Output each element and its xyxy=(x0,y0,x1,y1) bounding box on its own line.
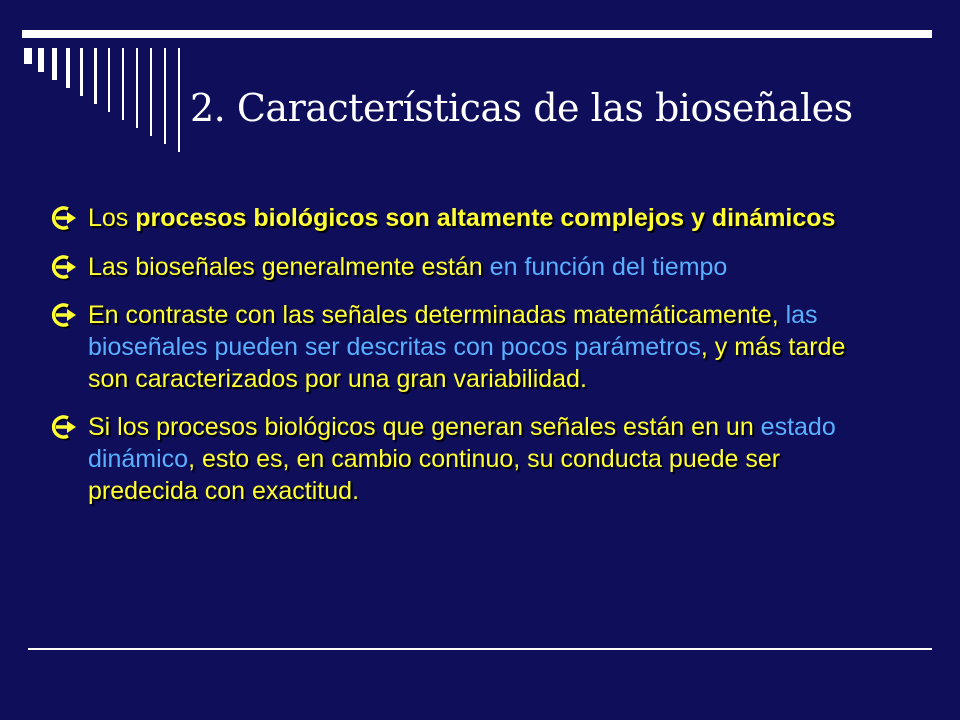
bullet-text xyxy=(88,413,836,505)
decor-bar xyxy=(94,48,97,104)
circle-arrow-icon xyxy=(50,301,78,329)
bullet-item xyxy=(50,202,890,234)
bullet-item xyxy=(50,251,890,283)
bullet-text-segment: , esto es, en cambio continuo, su conducta puede ser predecida con exactitud. xyxy=(88,445,781,505)
bullet-text xyxy=(88,253,727,281)
bullet-text xyxy=(88,301,845,393)
decor-bar xyxy=(52,48,57,80)
decor-bar xyxy=(178,48,180,152)
decor-bar xyxy=(80,48,83,96)
decor-bar xyxy=(24,48,32,64)
bullet-text xyxy=(88,204,835,232)
bullet-text-segment: En contraste con las señales determinadas matemáticamente, xyxy=(88,301,786,329)
bottom-decor-line xyxy=(28,648,932,650)
circle-arrow-icon xyxy=(50,413,78,441)
top-decor-line xyxy=(22,30,932,38)
bullet-text-segment: Los xyxy=(88,204,136,232)
bullet-list xyxy=(50,202,890,507)
decor-bar xyxy=(164,48,166,144)
decor-bar xyxy=(38,48,44,72)
decor-bar xyxy=(150,48,152,136)
bullet-text-segment: Las bioseñales generalmente están xyxy=(88,253,490,281)
decor-bar xyxy=(108,48,110,112)
bullet-text-segment: procesos biológicos son altamente complejos y dinámicos xyxy=(135,204,836,232)
bullet-text-segment: las bioseñales pueden ser descritas con pocos parámetros xyxy=(88,301,818,361)
bullet-item xyxy=(50,299,890,395)
slide-title: 2. Características de las bioseñales xyxy=(190,86,853,130)
circle-arrow-icon xyxy=(50,204,78,232)
bullet-item xyxy=(50,411,890,507)
decor-bar xyxy=(66,48,70,88)
bullet-text-segment: en función del tiempo xyxy=(489,253,728,281)
decor-bar xyxy=(136,48,138,128)
bullet-text-segment: estado dinámico xyxy=(88,413,836,473)
circle-arrow-icon xyxy=(50,253,78,281)
decor-bar xyxy=(122,48,124,120)
bullet-text-segment: Si los procesos biológicos que generan señales están en un xyxy=(88,413,761,441)
bullet-text-segment: , y más tarde son caracterizados por una gran variabilidad. xyxy=(88,333,846,393)
